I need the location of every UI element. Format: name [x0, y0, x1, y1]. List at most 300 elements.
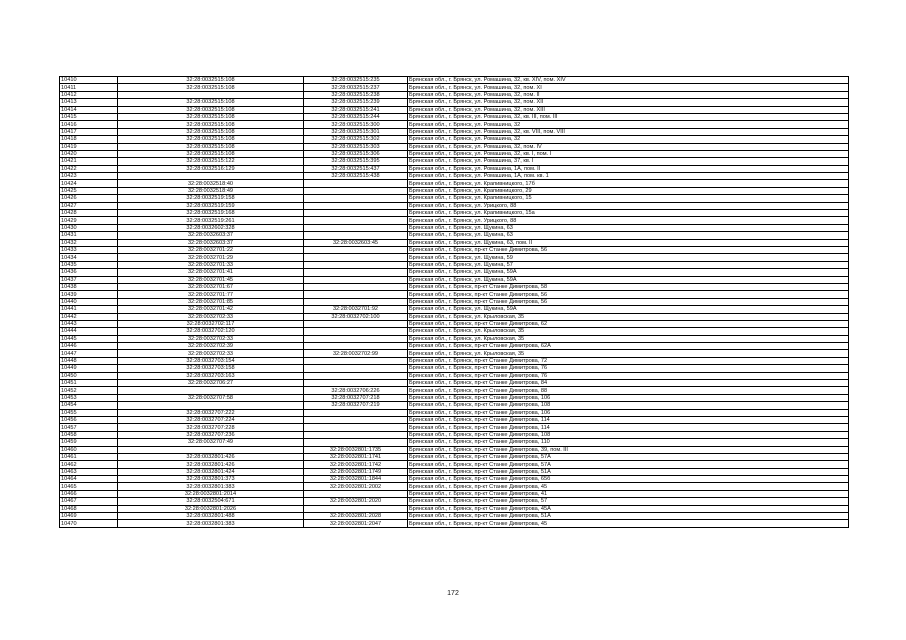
cadastral-number-cell [304, 298, 408, 305]
table-row [60, 254, 849, 261]
row-number-cell: 10416 [60, 121, 118, 128]
cadastral-number-cell: 32:28:0032702:99 [304, 350, 408, 357]
cadastral-number-cell: 32:28:0032515:244 [304, 113, 408, 120]
cadastral-table-body [60, 77, 849, 528]
row-number-cell: 10420 [60, 150, 118, 157]
parent-cadastral-number-cell: 32:28:0032515:108 [118, 143, 304, 150]
cadastral-number-cell [304, 490, 408, 497]
row-number-cell: 10431 [60, 232, 118, 239]
row-number-cell: 10426 [60, 195, 118, 202]
cadastral-number-cell [304, 320, 408, 327]
row-number-cell: 10428 [60, 210, 118, 217]
table-row [60, 313, 849, 320]
cadastral-number-cell [304, 357, 408, 364]
row-number-cell: 10464 [60, 476, 118, 483]
cadastral-number-cell [304, 505, 408, 512]
parent-cadastral-number-cell: 32:28:0032801:2014 [118, 490, 304, 497]
address-cell: Брянская обл., г. Брянск, пр-кт Станке Димитрова, 51А [408, 513, 849, 520]
cadastral-number-cell: 32:28:0032707:219 [304, 402, 408, 409]
table-row [60, 461, 849, 468]
table-row [60, 113, 849, 120]
row-number-cell: 10443 [60, 320, 118, 327]
parent-cadastral-number-cell: 32:28:0032519:158 [118, 195, 304, 202]
cadastral-number-cell: 32:28:0032515:241 [304, 106, 408, 113]
address-cell: Брянская обл., г. Брянск, ул. Щукина, 57 [408, 261, 849, 268]
parent-cadastral-number-cell: 32:28:0032801:426 [118, 461, 304, 468]
parent-cadastral-number-cell: 32:28:0032702:33 [118, 350, 304, 357]
table-row [60, 84, 849, 91]
row-number-cell: 10467 [60, 498, 118, 505]
parent-cadastral-number-cell: 32:28:0032518:40 [118, 180, 304, 187]
cadastral-number-cell [304, 416, 408, 423]
table-row [60, 195, 849, 202]
address-cell: Брянская обл., г. Брянск, пр-кт Станке Димитрова, 56 [408, 291, 849, 298]
row-number-cell: 10425 [60, 187, 118, 194]
parent-cadastral-number-cell: 32:28:0032701:29 [118, 254, 304, 261]
table-row [60, 498, 849, 505]
address-cell: Брянская обл., г. Брянск, пр-кт Станке Димитрова, 51А [408, 468, 849, 475]
cadastral-number-cell [304, 439, 408, 446]
row-number-cell: 10441 [60, 306, 118, 313]
row-number-cell: 10453 [60, 394, 118, 401]
parent-cadastral-number-cell: 32:28:0032515:108 [118, 106, 304, 113]
table-row [60, 136, 849, 143]
address-cell: Брянская обл., г. Брянск, пр-кт Станке Димитрова, 45А [408, 505, 849, 512]
cadastral-number-cell: 32:28:0032702:100 [304, 313, 408, 320]
parent-cadastral-number-cell: 32:28:0032707:222 [118, 409, 304, 416]
row-number-cell: 10438 [60, 283, 118, 290]
table-row [60, 505, 849, 512]
parent-cadastral-number-cell: 32:28:0032603:37 [118, 239, 304, 246]
cadastral-number-cell [304, 276, 408, 283]
parent-cadastral-number-cell: 32:28:0032518:49 [118, 187, 304, 194]
cadastral-number-cell [304, 187, 408, 194]
cadastral-number-cell: 32:28:0032706:226 [304, 387, 408, 394]
parent-cadastral-number-cell: 32:28:0032504:671 [118, 498, 304, 505]
row-number-cell: 10463 [60, 468, 118, 475]
parent-cadastral-number-cell: 32:28:0032702:33 [118, 313, 304, 320]
table-row [60, 232, 849, 239]
row-number-cell: 10423 [60, 173, 118, 180]
parent-cadastral-number-cell: 32:28:0032701:45 [118, 276, 304, 283]
table-row [60, 173, 849, 180]
address-cell: Брянская обл., г. Брянск, ул. Ромашина, 1А, пом. II [408, 165, 849, 172]
table-row [60, 424, 849, 431]
page-number: 172 [447, 590, 459, 597]
cadastral-number-cell: 32:28:0032515:235 [304, 77, 408, 84]
address-cell: Брянская обл., г. Брянск, пр-кт Станке Димитрова, 41 [408, 490, 849, 497]
table-row [60, 143, 849, 150]
table-row [60, 224, 849, 231]
parent-cadastral-number-cell: 32:28:0032519:159 [118, 202, 304, 209]
table-row [60, 380, 849, 387]
cadastral-number-cell: 32:28:0032801:2020 [304, 498, 408, 505]
address-cell: Брянская обл., г. Брянск, пр-кт Станке Димитрова, 108 [408, 402, 849, 409]
address-cell: Брянская обл., г. Брянск, ул. Щукина, 63, пом. II [408, 239, 849, 246]
table-row [60, 210, 849, 217]
cadastral-number-cell [304, 195, 408, 202]
row-number-cell: 10449 [60, 365, 118, 372]
table-row [60, 402, 849, 409]
parent-cadastral-number-cell: 32:28:0032701:77 [118, 291, 304, 298]
parent-cadastral-number-cell: 32:28:0032702:117 [118, 320, 304, 327]
row-number-cell: 10457 [60, 424, 118, 431]
address-cell: Брянская обл., г. Брянск, пр-кт Станке Димитрова, 88 [408, 387, 849, 394]
parent-cadastral-number-cell: 32:28:0032515:108 [118, 121, 304, 128]
address-cell: Брянская обл., г. Брянск, ул. Ромашина, 32, пом. II [408, 91, 849, 98]
row-number-cell: 10433 [60, 246, 118, 253]
row-number-cell: 10450 [60, 372, 118, 379]
row-number-cell: 10436 [60, 269, 118, 276]
cadastral-number-cell: 32:28:0032701:92 [304, 306, 408, 313]
table-row [60, 276, 849, 283]
cadastral-number-cell [304, 232, 408, 239]
address-cell: Брянская обл., г. Брянск, ул. Щукина, 63 [408, 232, 849, 239]
table-row [60, 328, 849, 335]
cadastral-number-cell [304, 283, 408, 290]
cadastral-number-cell: 32:28:0032801:1735 [304, 446, 408, 453]
table-row [60, 261, 849, 268]
cadastral-number-cell: 32:28:0032801:1844 [304, 476, 408, 483]
table-row [60, 343, 849, 350]
table-row [60, 372, 849, 379]
cadastral-number-cell [304, 328, 408, 335]
row-number-cell: 10455 [60, 409, 118, 416]
row-number-cell: 10470 [60, 520, 118, 527]
row-number-cell: 10424 [60, 180, 118, 187]
table-row [60, 439, 849, 446]
address-cell: Брянская обл., г. Брянск, ул. Ромашина, 32, кв. I, пом. I [408, 150, 849, 157]
address-cell: Брянская обл., г. Брянск, пр-кт Станке Димитрова, 65б [408, 476, 849, 483]
cadastral-number-cell: 32:28:0032801:1742 [304, 461, 408, 468]
address-cell: Брянская обл., г. Брянск, ул. Щукина, 59А [408, 306, 849, 313]
parent-cadastral-number-cell: 32:28:0032707:224 [118, 416, 304, 423]
table-row [60, 180, 849, 187]
table-row [60, 291, 849, 298]
address-cell: Брянская обл., г. Брянск, пр-кт Станке Димитрова, 56 [408, 246, 849, 253]
address-cell: Брянская обл., г. Брянск, пр-кт Станке Димитрова, 84 [408, 380, 849, 387]
address-cell: Брянская обл., г. Брянск, ул. Щукина, 63 [408, 224, 849, 231]
table-row [60, 91, 849, 98]
address-cell: Брянская обл., г. Брянск, пр-кт Станке Димитрова, 45 [408, 520, 849, 527]
cadastral-number-cell [304, 269, 408, 276]
row-number-cell: 10434 [60, 254, 118, 261]
table-row [60, 365, 849, 372]
table-row [60, 320, 849, 327]
cadastral-number-cell [304, 217, 408, 224]
parent-cadastral-number-cell: 32:28:0032801:426 [118, 453, 304, 460]
cadastral-number-cell [304, 409, 408, 416]
parent-cadastral-number-cell: 32:28:0032515:108 [118, 113, 304, 120]
address-cell: Брянская обл., г. Брянск, ул. Ромашина, 32, пом. IV [408, 143, 849, 150]
cadastral-number-cell: 32:28:0032515:237 [304, 84, 408, 91]
cadastral-number-cell: 32:28:0032801:2002 [304, 483, 408, 490]
parent-cadastral-number-cell: 32:28:0032703:163 [118, 372, 304, 379]
parent-cadastral-number-cell: 32:28:0032519:168 [118, 210, 304, 217]
address-cell: Брянская обл., г. Брянск, ул. Ромашина, 32 [408, 136, 849, 143]
row-number-cell: 10415 [60, 113, 118, 120]
parent-cadastral-number-cell: 32:28:0032706:27 [118, 380, 304, 387]
parent-cadastral-number-cell: 32:28:0032702:33 [118, 335, 304, 342]
row-number-cell: 10419 [60, 143, 118, 150]
table-row [60, 202, 849, 209]
parent-cadastral-number-cell: 32:28:0032707:228 [118, 424, 304, 431]
address-cell: Брянская обл., г. Брянск, ул. Ромашина, 32, пом. XIII [408, 106, 849, 113]
row-number-cell: 10459 [60, 439, 118, 446]
address-cell: Брянская обл., г. Брянск, ул. Крыловская, 35 [408, 328, 849, 335]
row-number-cell: 10458 [60, 431, 118, 438]
cadastral-number-cell [304, 291, 408, 298]
table-row [60, 453, 849, 460]
parent-cadastral-number-cell: 32:28:0032515:108 [118, 77, 304, 84]
table-row [60, 335, 849, 342]
cadastral-number-cell [304, 180, 408, 187]
table-row [60, 158, 849, 165]
table-row [60, 239, 849, 246]
row-number-cell: 10410 [60, 77, 118, 84]
cadastral-number-cell: 32:28:0032801:1749 [304, 468, 408, 475]
row-number-cell: 10456 [60, 416, 118, 423]
parent-cadastral-number-cell: 32:28:0032515:108 [118, 99, 304, 106]
cadastral-number-cell: 32:28:0032801:2028 [304, 513, 408, 520]
address-cell: Брянская обл., г. Брянск, ул. Ромашина, 32, кв. VIII, пом. VIII [408, 128, 849, 135]
parent-cadastral-number-cell: 32:28:0032707:49 [118, 439, 304, 446]
parent-cadastral-number-cell: 32:28:0032515:108 [118, 136, 304, 143]
table-row [60, 187, 849, 194]
address-cell: Брянская обл., г. Брянск, пр-кт Станке Димитрова, 39, пом. III [408, 446, 849, 453]
table-row [60, 106, 849, 113]
row-number-cell: 10414 [60, 106, 118, 113]
row-number-cell: 10417 [60, 128, 118, 135]
cadastral-number-cell [304, 365, 408, 372]
parent-cadastral-number-cell: 32:28:0032519:261 [118, 217, 304, 224]
address-cell: Брянская обл., г. Брянск, ул. Крапивницкого, 29 [408, 187, 849, 194]
address-cell: Брянская обл., г. Брянск, пр-кт Станке Димитрова, 72 [408, 357, 849, 364]
address-cell: Брянская обл., г. Брянск, пр-кт Станке Димитрова, 76 [408, 365, 849, 372]
parent-cadastral-number-cell: 32:28:0032701:42 [118, 306, 304, 313]
cadastral-table [59, 76, 849, 528]
table-row [60, 165, 849, 172]
row-number-cell: 10446 [60, 343, 118, 350]
table-row [60, 357, 849, 364]
cadastral-number-cell: 32:28:0032515:239 [304, 99, 408, 106]
table-row [60, 217, 849, 224]
table-row [60, 468, 849, 475]
cadastral-number-cell: 32:28:0032707:218 [304, 394, 408, 401]
parent-cadastral-number-cell: 32:28:0032515:122 [118, 158, 304, 165]
row-number-cell: 10454 [60, 402, 118, 409]
row-number-cell: 10444 [60, 328, 118, 335]
parent-cadastral-number-cell [118, 173, 304, 180]
row-number-cell: 10418 [60, 136, 118, 143]
address-cell: Брянская обл., г. Брянск, ул. Крапивницкого, 15а [408, 210, 849, 217]
table-row [60, 409, 849, 416]
cadastral-number-cell: 32:28:0032515:395 [304, 158, 408, 165]
table-row [60, 128, 849, 135]
cadastral-number-cell [304, 224, 408, 231]
address-cell: Брянская обл., г. Брянск, пр-кт Станке Димитрова, 108 [408, 431, 849, 438]
cadastral-number-cell: 32:28:0032515:437 [304, 165, 408, 172]
row-number-cell: 10422 [60, 165, 118, 172]
address-cell: Брянская обл., г. Брянск, пр-кт Станке Димитрова, 106 [408, 394, 849, 401]
parent-cadastral-number-cell: 32:28:0032515:108 [118, 128, 304, 135]
address-cell: Брянская обл., г. Брянск, ул. Крапивницкого, 17б [408, 180, 849, 187]
address-cell: Брянская обл., г. Брянск, ул. Ромашина, 32, пом. XI [408, 84, 849, 91]
table-row [60, 490, 849, 497]
row-number-cell: 10461 [60, 453, 118, 460]
table-row [60, 446, 849, 453]
row-number-cell: 10445 [60, 335, 118, 342]
parent-cadastral-number-cell [118, 402, 304, 409]
row-number-cell: 10439 [60, 291, 118, 298]
table-row [60, 350, 849, 357]
table-row [60, 99, 849, 106]
parent-cadastral-number-cell: 32:28:0032603:37 [118, 232, 304, 239]
cadastral-number-cell [304, 380, 408, 387]
table-row [60, 283, 849, 290]
row-number-cell: 10427 [60, 202, 118, 209]
parent-cadastral-number-cell: 32:28:0032801:373 [118, 476, 304, 483]
cadastral-number-cell [304, 424, 408, 431]
cadastral-number-cell: 32:28:0032515:238 [304, 91, 408, 98]
address-cell: Брянская обл., г. Брянск, ул. Крыловская, 35 [408, 335, 849, 342]
table-row [60, 150, 849, 157]
table-row [60, 476, 849, 483]
parent-cadastral-number-cell: 32:28:0032701:41 [118, 269, 304, 276]
row-number-cell: 10437 [60, 276, 118, 283]
parent-cadastral-number-cell: 32:28:0032703:158 [118, 365, 304, 372]
cadastral-number-cell: 32:28:0032515:302 [304, 136, 408, 143]
parent-cadastral-number-cell: 32:28:0032801:2026 [118, 505, 304, 512]
cadastral-number-cell: 32:28:0032515:301 [304, 128, 408, 135]
row-number-cell: 10469 [60, 513, 118, 520]
address-cell: Брянская обл., г. Брянск, ул. Крапивницкого, 15 [408, 195, 849, 202]
table-row [60, 520, 849, 527]
table-row [60, 416, 849, 423]
address-cell: Брянская обл., г. Брянск, ул. Ромашина, 32, пом. XII [408, 99, 849, 106]
address-cell: Брянская обл., г. Брянск, ул. Ромашина, 32 [408, 121, 849, 128]
parent-cadastral-number-cell: 32:28:0032515:108 [118, 84, 304, 91]
table-row [60, 77, 849, 84]
row-number-cell: 10447 [60, 350, 118, 357]
parent-cadastral-number-cell: 32:28:0032701:85 [118, 298, 304, 305]
table-row [60, 269, 849, 276]
parent-cadastral-number-cell: 32:28:0032702:39 [118, 343, 304, 350]
row-number-cell: 10448 [60, 357, 118, 364]
cadastral-number-cell [304, 335, 408, 342]
cadastral-number-cell: 32:28:0032515:438 [304, 173, 408, 180]
cadastral-number-cell [304, 254, 408, 261]
row-number-cell: 10435 [60, 261, 118, 268]
row-number-cell: 10460 [60, 446, 118, 453]
address-cell: Брянская обл., г. Брянск, ул. Урицкого, 88 [408, 217, 849, 224]
cadastral-number-cell [304, 210, 408, 217]
parent-cadastral-number-cell: 32:28:0032801:488 [118, 513, 304, 520]
parent-cadastral-number-cell: 32:28:0032702:120 [118, 328, 304, 335]
parent-cadastral-number-cell: 32:28:0032801:383 [118, 520, 304, 527]
address-cell: Брянская обл., г. Брянск, ул. Ромашина, 32, кв. XIV, пом. XIV [408, 77, 849, 84]
parent-cadastral-number-cell: 32:28:0032801:424 [118, 468, 304, 475]
table-row [60, 306, 849, 313]
parent-cadastral-number-cell [118, 91, 304, 98]
cadastral-number-cell: 32:28:0032603:45 [304, 239, 408, 246]
cadastral-number-cell: 32:28:0032515:300 [304, 121, 408, 128]
parent-cadastral-number-cell: 32:28:0032515:108 [118, 150, 304, 157]
cadastral-number-cell: 32:28:0032515:306 [304, 150, 408, 157]
cadastral-number-cell: 32:28:0032801:1741 [304, 453, 408, 460]
address-cell: Брянская обл., г. Брянск, пр-кт Станке Димитрова, 58 [408, 283, 849, 290]
address-cell: Брянская обл., г. Брянск, ул. Урицкого, 88 [408, 202, 849, 209]
table-row [60, 298, 849, 305]
row-number-cell: 10442 [60, 313, 118, 320]
cadastral-number-cell: 32:28:0032515:303 [304, 143, 408, 150]
cadastral-number-cell [304, 343, 408, 350]
parent-cadastral-number-cell: 32:28:0032707:58 [118, 394, 304, 401]
address-cell: Брянская обл., г. Брянск, ул. Щукина, 59 [408, 254, 849, 261]
table-row [60, 431, 849, 438]
cadastral-number-cell [304, 261, 408, 268]
row-number-cell: 10452 [60, 387, 118, 394]
address-cell: Брянская обл., г. Брянск, ул. Ромашина, 1А, пом. кв. 1 [408, 173, 849, 180]
table-row [60, 121, 849, 128]
parent-cadastral-number-cell [118, 387, 304, 394]
row-number-cell: 10429 [60, 217, 118, 224]
row-number-cell: 10462 [60, 461, 118, 468]
address-cell: Брянская обл., г. Брянск, пр-кт Станке Димитрова, 76 [408, 372, 849, 379]
cadastral-number-cell [304, 431, 408, 438]
parent-cadastral-number-cell [118, 446, 304, 453]
address-cell: Брянская обл., г. Брянск, пр-кт Станке Димитрова, 114 [408, 416, 849, 423]
table-row [60, 246, 849, 253]
table-row [60, 513, 849, 520]
row-number-cell: 10413 [60, 99, 118, 106]
row-number-cell: 10466 [60, 490, 118, 497]
address-cell: Брянская обл., г. Брянск, пр-кт Станке Димитрова, 57А [408, 453, 849, 460]
address-cell: Брянская обл., г. Брянск, ул. Ромашина, 37, кв. I [408, 158, 849, 165]
address-cell: Брянская обл., г. Брянск, пр-кт Станке Димитрова, 110 [408, 439, 849, 446]
row-number-cell: 10432 [60, 239, 118, 246]
address-cell: Брянская обл., г. Брянск, ул. Щукина, 59А [408, 276, 849, 283]
parent-cadastral-number-cell: 32:28:0032701:22 [118, 246, 304, 253]
address-cell: Брянская обл., г. Брянск, ул. Крыловская, 35 [408, 350, 849, 357]
address-cell: Брянская обл., г. Брянск, пр-кт Станке Димитрова, 57А [408, 461, 849, 468]
parent-cadastral-number-cell: 32:28:0032703:154 [118, 357, 304, 364]
parent-cadastral-number-cell: 32:28:0032602:328 [118, 224, 304, 231]
row-number-cell: 10440 [60, 298, 118, 305]
address-cell: Брянская обл., г. Брянск, пр-кт Станке Димитрова, 62 [408, 320, 849, 327]
address-cell: Брянская обл., г. Брянск, пр-кт Станке Димитрова, 57 [408, 498, 849, 505]
address-cell: Брянская обл., г. Брянск, пр-кт Станке Димитрова, 45 [408, 483, 849, 490]
row-number-cell: 10465 [60, 483, 118, 490]
row-number-cell: 10421 [60, 158, 118, 165]
table-row [60, 387, 849, 394]
parent-cadastral-number-cell: 32:28:0032516:129 [118, 165, 304, 172]
address-cell: Брянская обл., г. Брянск, ул. Щукина, 59А [408, 269, 849, 276]
address-cell: Брянская обл., г. Брянск, ул. Ромашина, 32, кв. III, пом. III [408, 113, 849, 120]
address-cell: Брянская обл., г. Брянск, пр-кт Станке Димитрова, 106 [408, 409, 849, 416]
parent-cadastral-number-cell: 32:28:0032701:33 [118, 261, 304, 268]
cadastral-number-cell [304, 372, 408, 379]
row-number-cell: 10451 [60, 380, 118, 387]
parent-cadastral-number-cell: 32:28:0032707:236 [118, 431, 304, 438]
row-number-cell: 10468 [60, 505, 118, 512]
parent-cadastral-number-cell: 32:28:0032701:67 [118, 283, 304, 290]
row-number-cell: 10430 [60, 224, 118, 231]
address-cell: Брянская обл., г. Брянск, пр-кт Станке Димитрова, 114 [408, 424, 849, 431]
parent-cadastral-number-cell: 32:28:0032801:383 [118, 483, 304, 490]
address-cell: Брянская обл., г. Брянск, пр-кт Станке Димитрова, 62А [408, 343, 849, 350]
row-number-cell: 10412 [60, 91, 118, 98]
